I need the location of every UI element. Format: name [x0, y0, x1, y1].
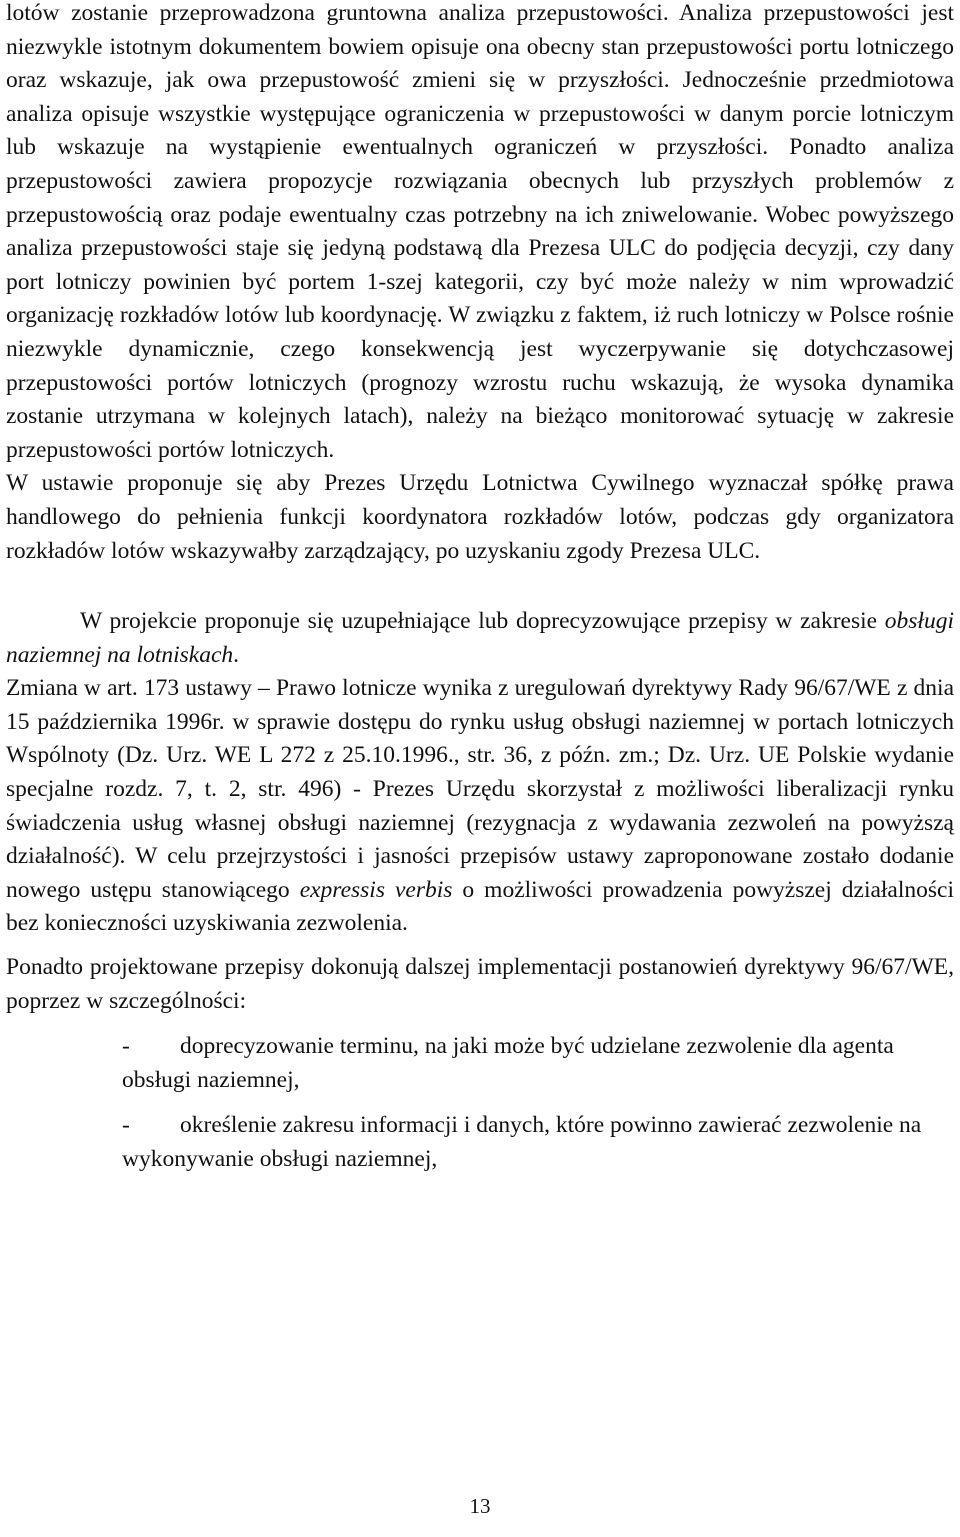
list-dash: -	[122, 1033, 130, 1060]
italic-text: expressis verbis	[299, 876, 453, 903]
list-item	[6, 1030, 954, 1097]
paragraph-article-173	[6, 672, 954, 941]
italic-text: obsługi naziemnej na lotniskach	[6, 608, 954, 668]
text-segment: Zmiana w art. 173 ustawy – Prawo lotnicze wynika z uregulowań dyrektywy Rady 96/67/WE z dnia 15 października 1996r. w sprawie dostępu do rynku usług obsługi naziemnej w portach lotniczych Wspólnoty (Dz. Urz. WE L 272 z 25.10.1996., str. 36, z późn. zm.; Dz. Urz. UE Polskie wydanie specjalne rozdz. 7, t. 2, str. 496) - Prezes Urzędu skorzystał z możliwości liberalizacji rynku świadczenia usług własnej obsługi naziemnej (rezygnacja z wydawania zezwoleń na powyższą działalność). W celu przejrzystości i jasności przepisów ustawy zaproponowane zostało dodanie nowego ustępu stanowiącego	[6, 675, 954, 903]
list-dash: -	[122, 1112, 130, 1139]
list-item	[6, 1109, 954, 1176]
list-item-text: doprecyzowanie terminu, na jaki może być udzielane zezwolenie dla agenta obsługi naziemnej,	[122, 1033, 894, 1093]
page-number: 13	[469, 1494, 491, 1518]
paragraph-ground-handling-intro	[6, 605, 954, 672]
document-page	[6, 0, 954, 1177]
text-segment: o możliwości prowadzenia powyższej działalności bez konieczności uzyskiwania zezwolenia.	[6, 876, 955, 937]
paragraph-directive-implementation: Ponadto projektowane przepisy dokonują dalszej implementacji postanowień dyrektywy 96/67/WE, poprzez w szczególności:	[6, 954, 954, 1014]
text-segment: W projekcie proponuje się uzupełniające lub doprecyzowujące przepisy w zakresie	[80, 608, 885, 635]
text-segment: .	[233, 641, 240, 668]
paragraph-capacity-analysis: lotów zostanie przeprowadzona gruntowna analiza przepustowości. Analiza przepustowości jest niezwykle istotnym dokumentem bowiem opisuje ona obecny stan przepustowości portu lotniczego oraz wskazuje, jak owa przepustowość zmieni się w przyszłości. Jednocześnie przedmiotowa analiza opisuje wszystkie występujące ograniczenia w przepustowości w danym porcie lotniczym lub wskazuje na wystąpienie ewentualnych ograniczeń w przyszłości. Ponadto analiza przepustowości zawiera propozycje rozwiązania obecnych lub przyszłych problemów z przepustowością oraz podaje ewentualny czas potrzebny na ich zniwelowanie. Wobec powyższego analiza przepustowości staje się jedyną podstawą dla Prezesa ULC do podjęcia decyzji, czy dany port lotniczy powinien być portem 1-szej kategorii, czy być może należy w nim wprowadzić organizację rozkładów lotów lub koordynację. W związku z faktem, iż ruch lotniczy w Polsce rośnie niezwykle dynamicznie, czego konsekwencją jest wyczerpywanie się dotychczasowej przepustowości portów lotniczych (prognozy wzrostu ruchu wskazują, że wysoka dynamika zostanie utrzymana w kolejnych latach), należy na bieżąco monitorować sytuację w zakresie przepustowości portów lotniczych.	[6, 0, 954, 463]
paragraph-coordinator: W ustawie proponuje się aby Prezes Urzędu Lotnictwa Cywilnego wyznaczał spółkę prawa handlowego do pełnienia funkcji koordynatora rozkładów lotów, podczas gdy organizatora rozkładów lotów wskazywałby zarządzający, po uzyskaniu zgody Prezesa ULC.	[6, 470, 954, 564]
list-item-text: określenie zakresu informacji i danych, które powinno zawierać zezwolenie na wykonywanie obsługi naziemnej,	[122, 1112, 922, 1172]
